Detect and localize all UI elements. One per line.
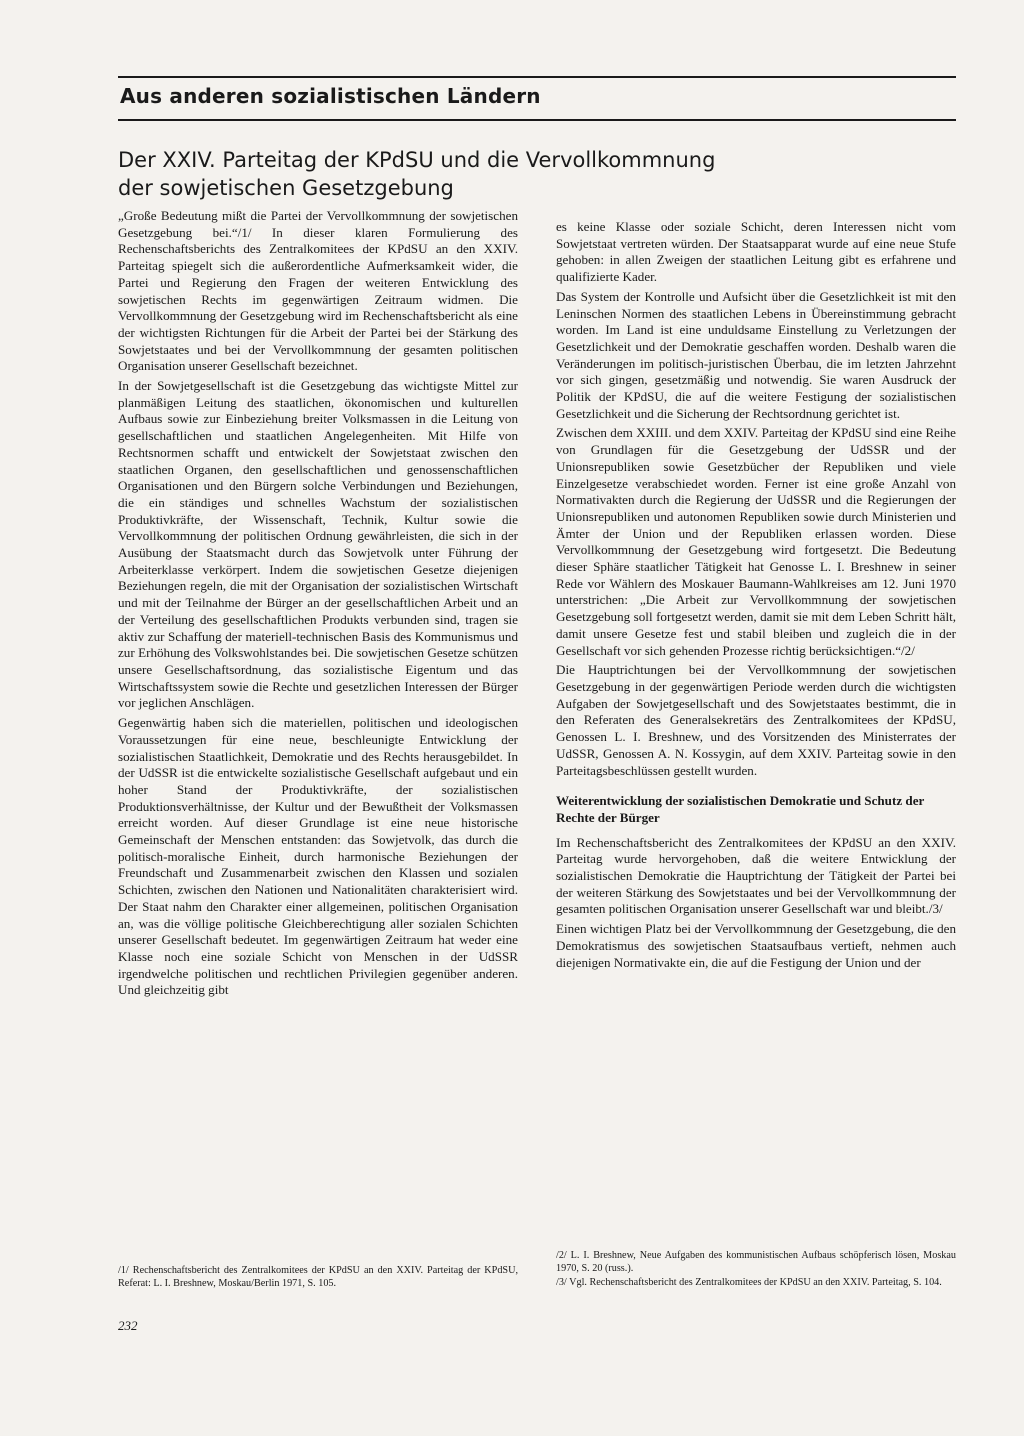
footnote: /1/ Rechenschaftsbericht des Zentralkomitees der KPdSU an den XXIV. Parteitag der KPdSU, Referat: L. I. Breshnew, Moskau/Berlin 1971, S. 105. xyxy=(118,1265,518,1289)
left-column xyxy=(118,208,518,1002)
section-subheading: Weiterentwicklung der sozialistischen Demokratie und Schutz der Rechte der Bürger xyxy=(556,793,925,825)
header-rule-top xyxy=(118,76,956,78)
paragraph: „Große Bedeutung mißt die Partei der Vervollkommnung der sowjetischen Gesetzgebung bei.“/1/ In dieser klaren Formulierung des Rechenschaftsberichts des Zentralkomitees der KPdSU an den XXIV. Parteitag spiegelt sich die außerordentliche Aufmerksamkeit wider, die Partei und Regierung den Fragen der weiteren Entwicklung des sowjetischen Rechts im gegenwärtigen Zeitraum widmen. Die Vervollkommnung der Gesetzgebung wird im Rechenschaftsbericht als eine der wichtigsten Richtungen für die Arbeit der Partei bei der Stärkung des Sowjetstaates und bei der Vervollkommnung der gesamten politischen Organisation unserer Gesellschaft bezeichnet. xyxy=(118,208,518,374)
paragraph: Im Rechenschaftsbericht des Zentralkomitees der KPdSU an den XXIV. Parteitag wurde hervorgehoben, daß die weitere Entwicklung der sozialistischen Demokratie die Hauptrichtung der Tätigkeit der Partei bei der weiteren Stärkung des Sowjetstaates und bei der Vervollkommnung der gesamten politischen Organisation unserer Gesellschaft war und bleibt./3/ xyxy=(556,834,956,917)
footnotes-right xyxy=(556,1250,956,1292)
footnote: /3/ Vgl. Rechenschaftsbericht des Zentralkomitees der KPdSU an den XXIV. Parteitag, S. 104. xyxy=(556,1277,942,1288)
paragraph: Das System der Kontrolle und Aufsicht über die Gesetzlichkeit ist mit den Leninschen Normen des staatlichen Lebens in Übereinstimmung gebracht worden. Im Land ist eine unduldsame Einstellung zu Verletzungen der Gesetzlichkeit und der Demokratie geschaffen worden. Deshalb waren die Veränderungen im politisch-juristischen Überbau, die im letzten Jahrzehnt vor sich gingen, gesetzmäßig und notwendig. Sie waren Ausdruck der Politik der KPdSU, die auf die weitere Festigung der sozialistischen Gesetzlichkeit und die Sicherung der Rechtsordnung gerichtet ist. xyxy=(556,288,956,421)
page-number: 232 xyxy=(118,1318,138,1333)
header-rule-bottom xyxy=(118,119,956,121)
section-header xyxy=(118,76,956,122)
article-title-line: Der XXIV. Parteitag der KPdSU und die Vervollkommnung xyxy=(118,148,716,172)
right-column xyxy=(556,219,956,974)
paragraph: In der Sowjetgesellschaft ist die Gesetzgebung das wichtigste Mittel zur planmäßigen Leitung des staatlichen, ökonomischen und kulturellen Aufbaus sowie zur Einbeziehung breiter Volksmassen in die Leitung von gesellschaftlichen und staatlichen Angelegenheiten. Mit Hilfe von Rechtsnormen schafft und entwickelt der Sowjetstaat zwischen den staatlichen Organen, den gesellschaftlichen und genossenschaftlichen Organisationen und den Bürgern solche Verbindungen und Beziehungen, die ein ständiges und schnelles Wachstum der sozialistischen Produktivkräfte, der Wissenschaft, Technik, Kultur sowie die Vervollkommnung der politischen Ordnung gewährleisten, die sich in der Ausübung der Staatsmacht durch das Sowjetvolk unter Führung der Arbeiterklasse verkörpert. Indem die sowjetischen Gesetze diejenigen Beziehungen regeln, die mit der Organisation der sozialistischen Wirtschaft und mit der Teilnahme der Bürger an der gesellschaftlichen Arbeit und an der Verteilung des gesellschaftlichen Produkts verbunden sind, tragen sie aktiv zur Schaffung der materiell-technischen Basis des Kommunismus und zur Erhöhung des Volkswohlstandes bei. Die sowjetischen Gesetze schützen unsere Gesellschaftsordnung, das sozialistische Eigentum und das Wirtschaftssystem sowie die Rechte und gesetzlichen Interessen der Bürger vor jeglichen Anschlägen. xyxy=(118,378,518,711)
paragraph: Einen wichtigen Platz bei der Vervollkommnung der Gesetzgebung, die den Demokratismus des sowjetischen Staatsaufbaus vertieft, nehmen auch diejenigen Normativakte ein, die auf die Festigung der Union und der xyxy=(556,921,956,970)
footnote: /2/ L. I. Breshnew, Neue Aufgaben des kommunistischen Aufbaus schöpferisch lösen, Moskau 1970, S. 20 (russ.). xyxy=(556,1250,956,1274)
paragraph: Zwischen dem XXIII. und dem XXIV. Parteitag der KPdSU sind eine Reihe von Grundlagen für die Gesetzgebung der UdSSR und der Unionsrepubliken sowie Gesetzbücher der Republiken und viele Einzelgesetze verabschiedet worden. Ferner ist eine große Anzahl von Normativakten durch die Regierung der UdSSR und die Regierungen der Unionsrepubliken und autonomen Republiken sowie durch Ministerien und Ämter der Union und der Republiken erlassen worden. Diese Vervollkommnung der Gesetzgebung wird fortgesetzt. Die Bedeutung dieser Sphäre staatlicher Tätigkeit hat Genosse L. I. Breshnew in seiner Rede vor Wählern des Moskauer Baumann-Wahlkreises am 12. Juni 1970 unterstrichen: „Die Arbeit zur Vervollkommnung der sowjetischen Gesetzgebung soll fortgesetzt werden, damit sie mit dem Leben Schritt hält, damit unsere Gesetze fest und stabil bleiben und zugleich die in der Gesellschaft vor sich gehenden Prozesse richtig berücksichtigen.“/2/ xyxy=(556,425,956,658)
article-title xyxy=(118,146,938,202)
article-title-line: der sowjetischen Gesetzgebung xyxy=(118,176,454,200)
footnotes-left xyxy=(118,1265,518,1292)
paragraph: es keine Klasse oder soziale Schicht, deren Interessen nicht vom Sowjetstaat vertreten würden. Der Staatsapparat wurde auf eine neue Stufe gehoben: in allen Zweigen der staatlichen Leitung gibt es erfahrene und qualifizierte Kader. xyxy=(556,219,956,285)
paragraph: Die Hauptrichtungen bei der Vervollkommnung der sowjetischen Gesetzgebung in der gegenwärtigen Periode werden durch die wichtigsten Aufgaben der Sowjetgesellschaft und des Sowjetstaates bestimmt, die in den Referaten des Generalsekretärs des Zentralkomitees der KPdSU, Genossen L. I. Breshnew, und des Vorsitzenden des Ministerrates der UdSSR, Genossen A. N. Kossygin, auf dem XXIV. Parteitag sowie in den Parteitagsbeschlüssen gestellt wurden. xyxy=(556,662,956,778)
section-title: Aus anderen sozialistischen Ländern xyxy=(120,84,541,108)
paragraph: Gegenwärtig haben sich die materiellen, politischen und ideologischen Voraussetzungen für eine neue, beschleunigte Entwicklung der sozialistischen Staatlichkeit, Demokratie und des Rechts herausgebildet. In der UdSSR ist die entwickelte sozialistische Gesellschaft aufgebaut und ein hoher Stand der Produktivkräfte, der sozialistischen Produktionsverhältnisse, der Kultur und der Bewußtheit der Volksmassen erreicht worden. Auf dieser Grundlage ist eine neue historische Gemeinschaft der Menschen entstanden: das Sowjetvolk, das durch die politisch-moralische Einheit, durch harmonische Beziehungen der Freundschaft und Zusammenarbeit zwischen den Klassen und sozialen Schichten, zwischen den Nationen und Nationalitäten charakterisiert wird. Der Staat nahm den Charakter einer allgemeinen, politischen Organisation an, was die völlige politische Gleichberechtigung aller sozialen Schichten unserer Gesellschaft bedeutet. Im gegenwärtigen Zeitraum hat weder eine Klasse noch eine soziale Schicht von Menschen in der UdSSR irgendwelche politischen und rechtlichen Privilegien gegenüber anderen. Und gleichzeitig gibt xyxy=(118,715,518,998)
